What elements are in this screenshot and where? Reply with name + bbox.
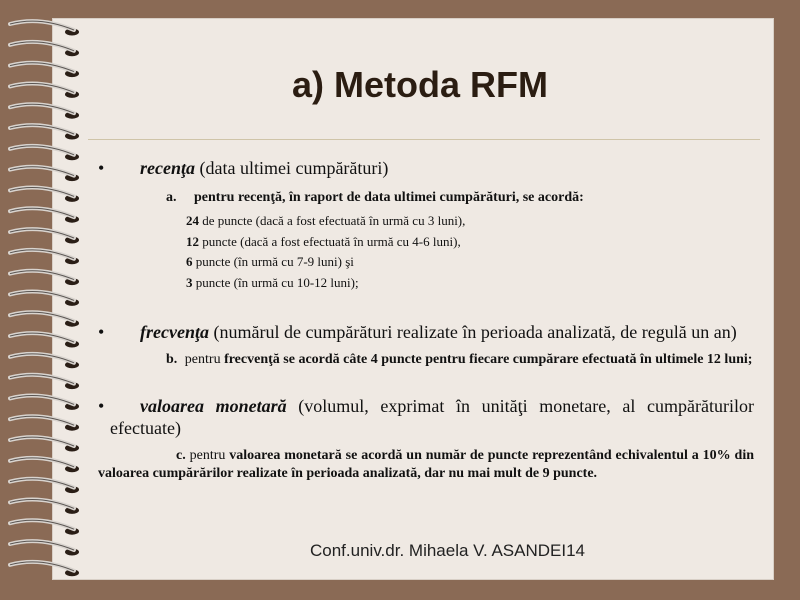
desc-valoarea: (volumul, exprimat în unităţi monetare, al cumpărăturilor efectuate) xyxy=(110,396,754,438)
desc-recenta: (data ultimei cumpărături) xyxy=(194,158,389,178)
sub-a-post: , în raport de data ultimei cumpărături, se acordă: xyxy=(282,190,584,205)
list-item: 6 puncte (în urmă cu 7-9 luni) şi xyxy=(186,254,354,269)
binding-ring xyxy=(10,187,79,201)
binding-ring xyxy=(10,250,79,264)
sub-a-pre: pentru xyxy=(194,190,238,205)
sub-letter-a: a. xyxy=(166,190,177,205)
binding-ring xyxy=(10,167,79,181)
binding-ring xyxy=(10,104,79,118)
list-item: 3 puncte (în urmă cu 10-12 luni); xyxy=(186,274,359,290)
binding-ring xyxy=(10,229,79,243)
binding-ring xyxy=(10,562,79,576)
binding-ring xyxy=(10,208,79,222)
binding-ring xyxy=(10,146,79,160)
binding-ring xyxy=(10,125,79,139)
sub-c xyxy=(98,447,754,483)
term-recenta: recenţa xyxy=(140,158,195,178)
list-item: 24 de puncte (dacă a fost efectuată în urmă cu 3 luni), xyxy=(186,213,466,228)
slide-content xyxy=(98,155,754,483)
binding-ring xyxy=(10,21,79,35)
binding-ring xyxy=(10,354,79,368)
binding-ring xyxy=(10,499,79,513)
binding-ring xyxy=(10,333,79,347)
sub-b-post: se acordă câte xyxy=(279,352,371,367)
sub-b xyxy=(166,351,754,369)
desc-frecventa: (numărul de cumpărături realizate în perioada analizată, de regulă un an) xyxy=(208,322,737,342)
bullet-marker: • xyxy=(98,158,105,178)
binding-ring xyxy=(10,291,79,305)
bullet-marker: • xyxy=(98,322,105,342)
bullet-frecventa xyxy=(98,321,754,343)
sub-a-term: recenţă xyxy=(237,190,283,205)
title-divider xyxy=(88,139,760,140)
sub-b-num: 4 xyxy=(370,352,378,367)
binding-ring xyxy=(10,541,79,555)
footer xyxy=(310,541,585,561)
binding-ring xyxy=(10,312,79,326)
sub-b-pre: pentru xyxy=(184,352,225,367)
bullet-valoarea xyxy=(98,395,754,439)
binding-ring xyxy=(10,395,79,409)
binding-ring xyxy=(10,458,79,472)
binding-ring xyxy=(10,520,79,534)
sub-c-post: se acordă un număr de puncte reprezentând echivalentul a 10% din valoarea cumpărărilor realizate în perioada analizată, dar nu mai mult de 9 puncte. xyxy=(98,448,755,481)
points-list xyxy=(186,211,754,293)
bullet-marker: • xyxy=(98,396,105,416)
binding-ring xyxy=(10,42,79,56)
binding-ring xyxy=(10,271,79,285)
term-frecventa: frecvenţa xyxy=(140,322,209,342)
sub-b-post2: puncte pentru fiecare cumpărare efectuată în ultimele 12 luni; xyxy=(377,352,753,367)
bullet-recenta xyxy=(98,157,754,179)
footer-author: Conf.univ.dr. Mihaela V. ASANDEI xyxy=(310,541,567,560)
binding-ring xyxy=(10,479,79,493)
binding-ring xyxy=(10,416,79,430)
sub-a xyxy=(166,189,754,207)
list-item: 12 puncte (dacă a fost efectuată în urmă cu 4-6 luni), xyxy=(186,233,461,249)
sub-c-term: valoarea monetară xyxy=(229,448,342,463)
sub-c-pre: pentru xyxy=(189,448,230,463)
slide-number: 14 xyxy=(566,541,586,560)
binding-ring xyxy=(10,437,79,451)
binding-ring xyxy=(10,375,79,389)
term-valoarea: valoarea monetară xyxy=(140,396,287,416)
sub-letter-b: b. xyxy=(166,352,178,367)
sub-letter-c: c. xyxy=(176,448,186,463)
slide-title: a) Metoda RFM xyxy=(292,64,548,105)
sub-b-term: frecvenţă xyxy=(224,352,280,367)
